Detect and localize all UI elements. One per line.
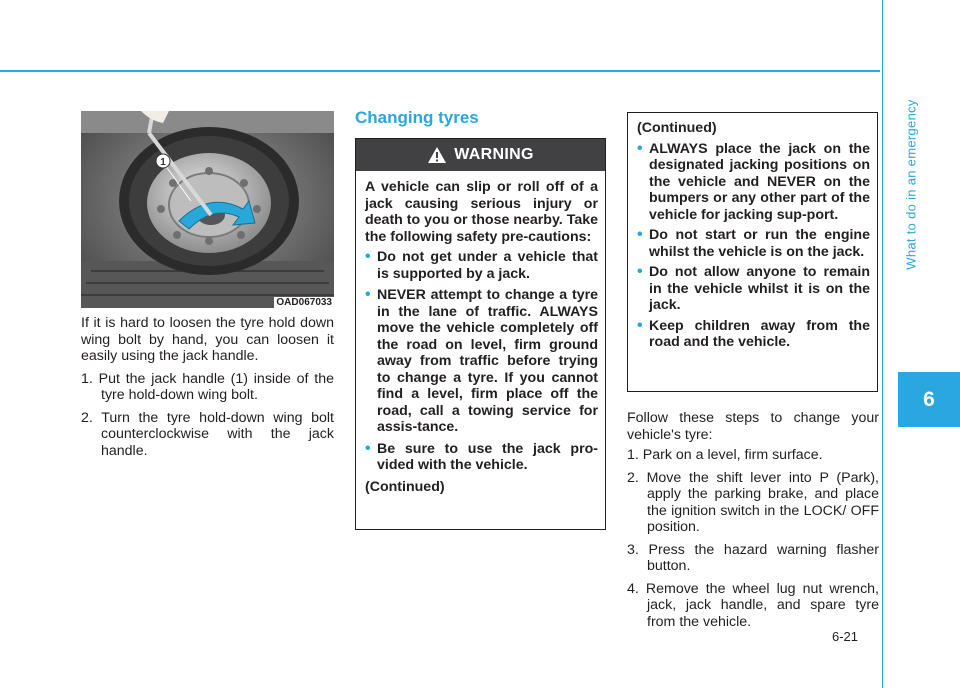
warning-bullets — [365, 249, 598, 474]
header-rule — [0, 70, 880, 72]
right-step-3: 3. Press the hazard warning flasher button. — [627, 541, 879, 574]
sidebar-rule — [882, 0, 883, 688]
warning-bullet-1: • Do not get under a vehicle that is supported by a jack. — [365, 249, 598, 282]
continued-bullet-4: • Keep children away from the road and the vehicle. — [637, 318, 870, 351]
figure-code: OAD067033 — [276, 297, 332, 308]
continued-bullet-2: • Do not start or run the engine whilst the vehicle is on the jack. — [637, 227, 870, 260]
chapter-tab[interactable] — [898, 372, 960, 427]
left-intro: If it is hard to loosen the tyre hold down wing bolt by hand, you can loosen it easily using the jack handle. — [81, 315, 334, 364]
right-step-1: 1. Park on a level, firm surface. — [627, 447, 823, 463]
warning-bullet-3: • Be sure to use the jack pro-vided with the vehicle. — [365, 441, 598, 474]
warning-continued: (Continued) — [365, 478, 445, 495]
continued-bullet-3: • Do not allow anyone to remain in the vehicle whilst it is on the jack. — [637, 264, 870, 314]
right-column — [627, 410, 879, 636]
page-number: 6-21 — [832, 629, 859, 644]
warning-triangle-icon — [427, 146, 447, 164]
warning-intro: A vehicle can slip or roll off of a jack causing serious injury or death to you or those nearby. Take the following safety pre-cautions: — [365, 179, 598, 245]
continued-bullet-1: • ALWAYS place the jack on the designated jacking positions on the vehicle and NEVER on the bumpers or any other part of the vehicle for jacking sup-port. — [637, 141, 870, 224]
chapter-title-vertical — [899, 0, 923, 368]
section-title: Changing tyres — [355, 108, 479, 127]
spare-tyre-photo — [81, 111, 334, 308]
left-step-2: 2. Turn the tyre hold-down wing bolt counterclockwise with the jack handle. — [81, 409, 334, 459]
warning-bullet-2: • NEVER attempt to change a tyre in the lane of traffic. ALWAYS move the vehicle completely off the road on level, firm ground away from traffic before trying to change a tyre. If you cannot find a level, firm place off the road, call a towing service for assis-tance. — [365, 287, 598, 436]
warning-box — [355, 138, 606, 530]
right-steps — [627, 447, 879, 630]
warning-header-label: WARNING — [454, 146, 534, 163]
warning-header — [356, 139, 605, 171]
left-step-1: 1. Put the jack handle (1) inside of the tyre hold-down wing bolt. — [81, 370, 334, 403]
continued-header: (Continued) — [637, 120, 717, 136]
spare-tyre-illustration — [81, 111, 334, 308]
right-step-2: 2. Move the shift lever into P (Park), apply the parking brake, and place the ignition switch in the LOCK/ OFF position. — [627, 469, 879, 535]
left-column — [81, 315, 334, 465]
continued-warning-box — [627, 112, 878, 392]
continued-bullets — [637, 141, 870, 351]
chapter-number: 6 — [923, 387, 935, 411]
right-step-4: 4. Remove the wheel lug nut wrench, jack, jack handle, and spare tyre from the vehicle. — [627, 580, 879, 630]
chapter-title-text: What to do in an emergency — [903, 98, 919, 270]
left-steps — [81, 371, 334, 460]
warning-body — [356, 171, 605, 505]
figure-callout: 1 — [160, 157, 166, 168]
right-intro: Follow these steps to change your vehicle's tyre: — [627, 410, 879, 443]
